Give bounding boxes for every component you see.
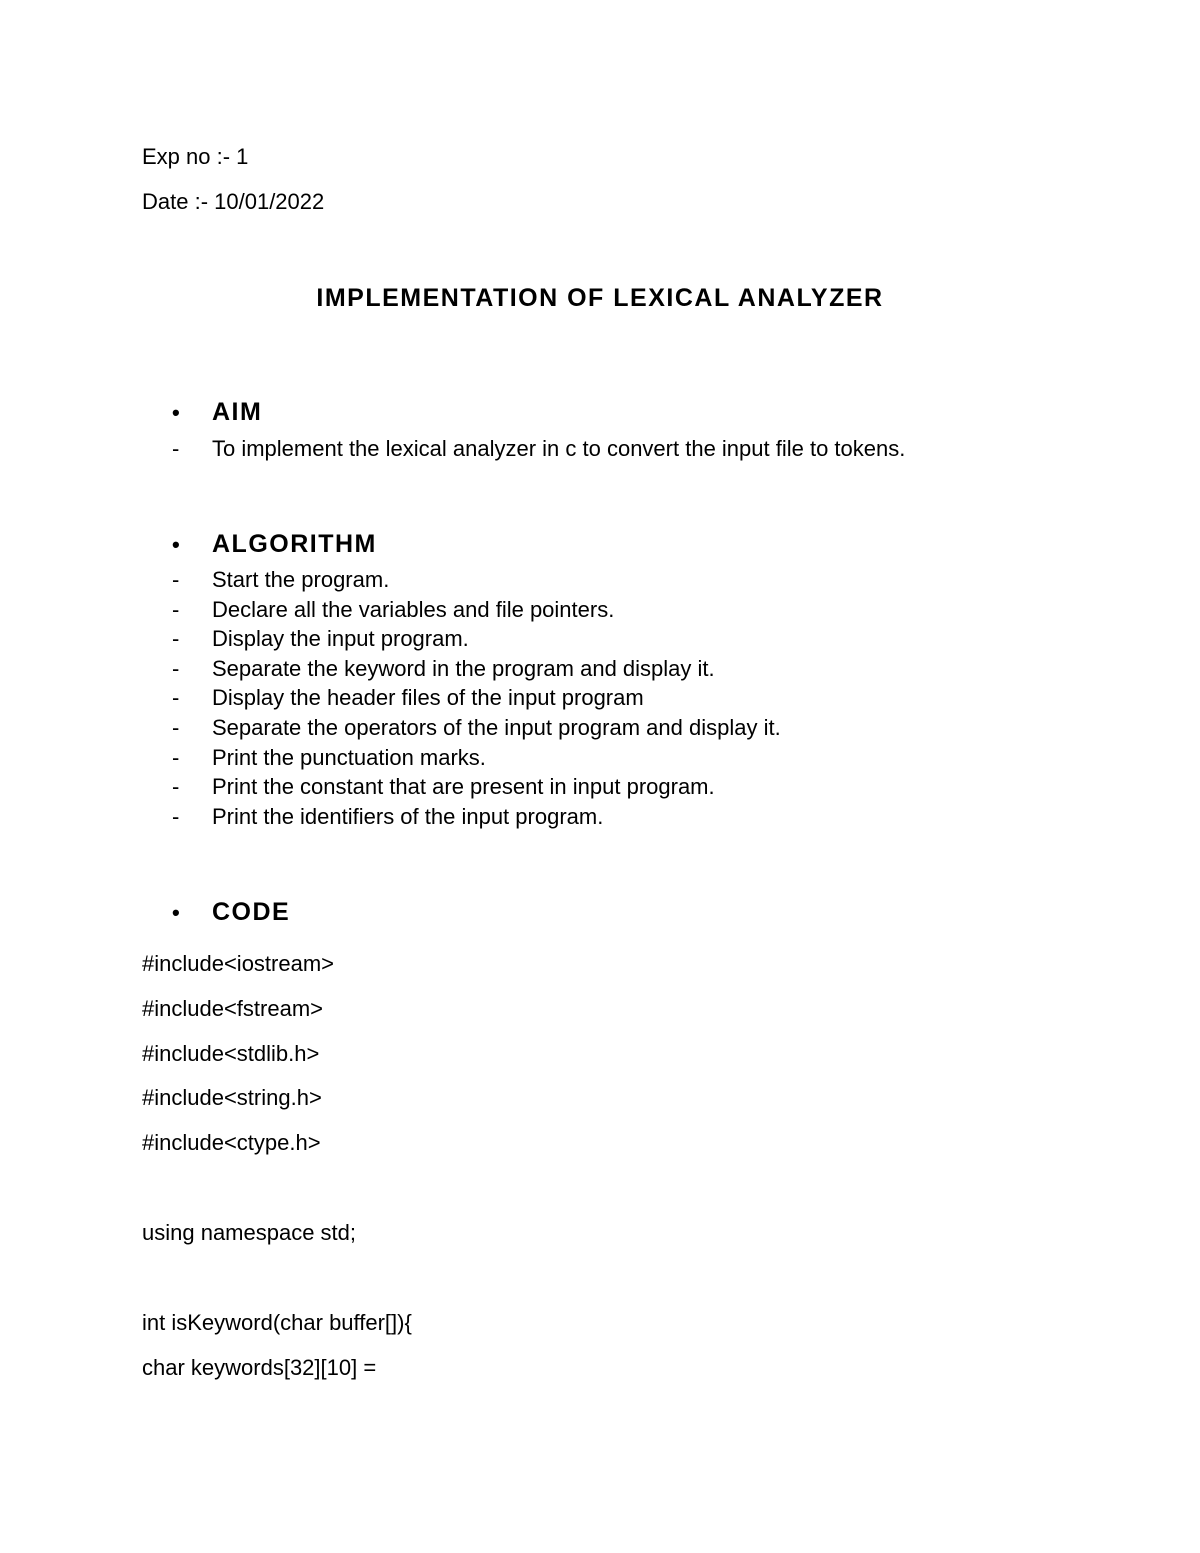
list-item: - Start the program. bbox=[172, 565, 781, 595]
experiment-number: Exp no :- 1 bbox=[142, 144, 249, 169]
dash-marker: - bbox=[172, 596, 180, 622]
aim-list bbox=[172, 434, 905, 464]
dash-marker: - bbox=[172, 714, 180, 740]
dash-marker: - bbox=[172, 803, 180, 829]
bullet-icon: • bbox=[172, 900, 180, 925]
document-title: IMPLEMENTATION OF LEXICAL ANALYZER bbox=[316, 284, 884, 312]
algorithm-heading bbox=[172, 529, 377, 560]
aim-heading-text: AIM bbox=[212, 398, 263, 426]
dash-marker: - bbox=[172, 626, 180, 652]
list-item: - Display the header files of the input program bbox=[172, 683, 781, 713]
bullet-icon: • bbox=[172, 400, 180, 425]
code-line: #include<fstream> bbox=[142, 996, 323, 1021]
experiment-date: Date :- 10/01/2022 bbox=[142, 189, 325, 214]
list-item: - Print the constant that are present in input program. bbox=[172, 772, 781, 802]
list-item: - Declare all the variables and file pointers. bbox=[172, 595, 781, 625]
list-item: - Print the punctuation marks. bbox=[172, 743, 781, 773]
code-line: #include<ctype.h> bbox=[142, 1130, 321, 1155]
code-line: int isKeyword(char buffer[]){ bbox=[142, 1310, 412, 1335]
list-item: - Display the input program. bbox=[172, 624, 781, 654]
code-heading bbox=[172, 897, 290, 928]
dash-marker: - bbox=[172, 685, 180, 711]
list-item: - Print the identifiers of the input program. bbox=[172, 802, 781, 832]
algorithm-list bbox=[172, 565, 781, 831]
list-item: - Separate the keyword in the program and display it. bbox=[172, 654, 781, 684]
list-item: - To implement the lexical analyzer in c to convert the input file to tokens. bbox=[172, 434, 905, 464]
dash-marker: - bbox=[172, 567, 180, 592]
code-line: char keywords[32][10] = bbox=[142, 1355, 377, 1380]
code-line: #include<iostream> bbox=[142, 951, 335, 976]
dash-marker: - bbox=[172, 436, 180, 461]
algorithm-heading-text: ALGORITHM bbox=[212, 530, 377, 558]
code-heading-text: CODE bbox=[212, 898, 291, 926]
bullet-icon: • bbox=[172, 532, 180, 557]
dash-marker: - bbox=[172, 774, 180, 800]
code-line: #include<stdlib.h> bbox=[142, 1041, 320, 1066]
dash-marker: - bbox=[172, 744, 180, 770]
code-line: #include<string.h> bbox=[142, 1085, 322, 1110]
code-line: using namespace std; bbox=[142, 1220, 357, 1245]
list-item: - Separate the operators of the input program and display it. bbox=[172, 713, 781, 743]
dash-marker: - bbox=[172, 655, 180, 681]
aim-heading bbox=[172, 397, 262, 428]
